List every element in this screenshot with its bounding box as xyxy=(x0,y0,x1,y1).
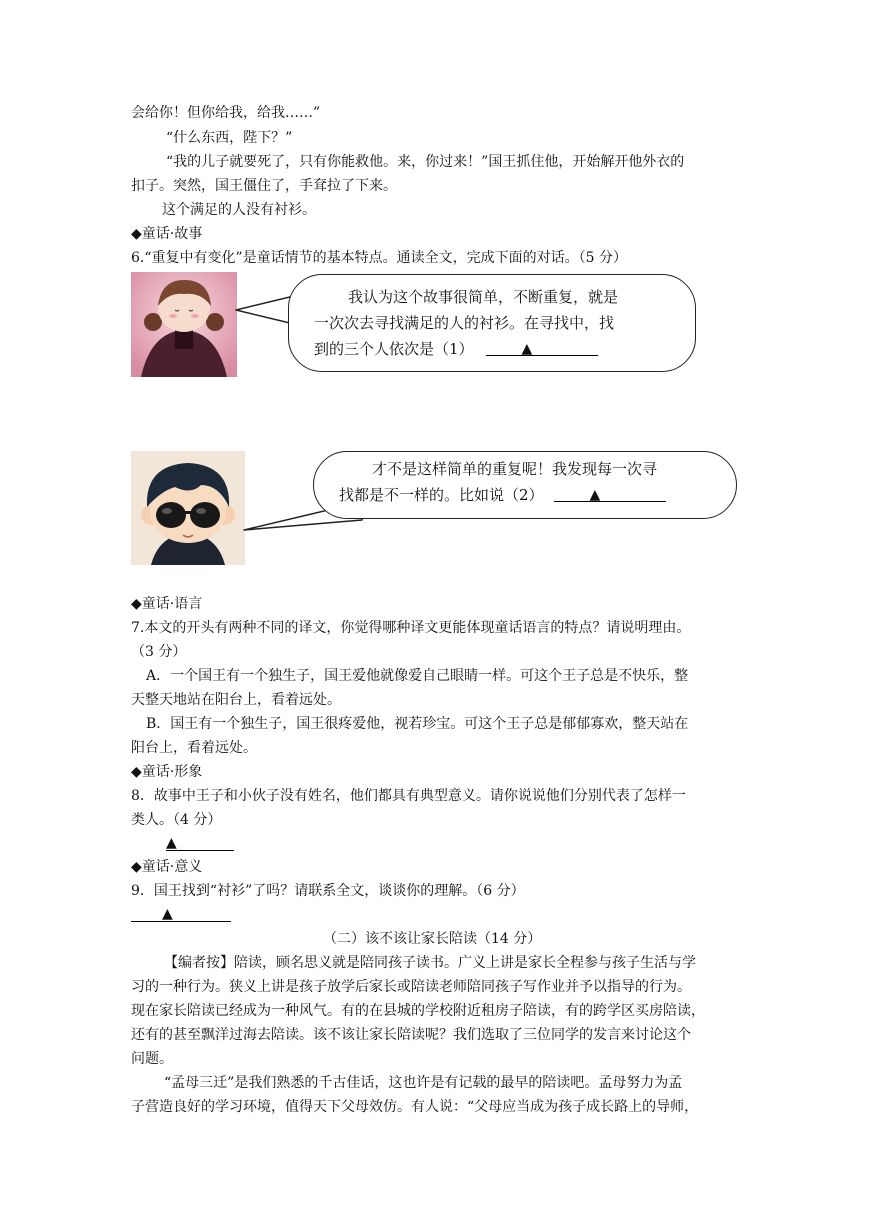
paragraph-line: 现在家长陪读已经成为一种风气。有的在县城的学校附近租房子陪读，有的跨学区买房陪读， xyxy=(131,1003,705,1019)
bubble-text-prefix: 找都是不一样的。比如说（2） xyxy=(339,486,544,504)
answer-blank-9[interactable] xyxy=(131,905,231,922)
story-line: “我的儿子就要死了，只有你能救他。来，你过来！”国王抓住他，开始解开他外衣的 xyxy=(166,154,685,170)
boy-avatar xyxy=(131,451,245,565)
question-8-prompt: 类人。（4 分） xyxy=(131,812,222,828)
bubble-text xyxy=(314,338,598,360)
answer-line xyxy=(166,834,234,855)
paragraph-line: 习的一种行为。狭义上讲是孩子放学后家长或陪读老师陪同孩子写作业并予以指导的行为。 xyxy=(131,979,691,995)
speech-tail xyxy=(236,290,296,330)
girl-speech-bubble xyxy=(288,274,696,372)
bubble-text: 才不是这样简单的重复呢！我发现每一次寻 xyxy=(372,460,658,478)
triangle-marker: ▲ xyxy=(162,906,173,922)
story-line: 这个满足的人没有衬衫。 xyxy=(162,202,316,218)
answer-line xyxy=(131,905,231,926)
bubble-text-prefix: 到的三个人依次是（1） xyxy=(314,340,474,358)
paragraph-line: “孟母三迁”是我们熟悉的千古佳话，这也许是有记载的最早的陪读吧。孟母努力为孟 xyxy=(164,1075,683,1091)
bubble-text: 我认为这个故事很简单，不断重复，就是 xyxy=(348,288,619,306)
section-heading: ◆童话·故事 xyxy=(131,226,203,242)
option-b: 阳台上，看着远处。 xyxy=(131,740,257,756)
question-9-prompt: 9．国王找到“衬衫”了吗？请联系全文，谈谈你的理解。（6 分） xyxy=(131,883,525,899)
answer-blank-1[interactable] xyxy=(486,339,598,356)
section-heading: ◆童话·语言 xyxy=(131,596,203,612)
triangle-marker: ▲ xyxy=(589,487,601,503)
section-heading: ◆童话·形象 xyxy=(131,764,203,780)
section-heading: ◆童话·意义 xyxy=(131,859,203,875)
question-6-prompt: 6.“重复中有变化”是童话情节的基本特点。通读全文，完成下面的对话。（5 分） xyxy=(131,250,628,266)
part-title: （二）该不该让家长陪读（14 分） xyxy=(323,931,542,947)
girl-avatar xyxy=(131,272,237,377)
bubble-text xyxy=(339,484,666,506)
story-line: 扣子。突然，国王僵住了，手耷拉了下来。 xyxy=(131,178,397,194)
question-7-prompt: 7.本文的开头有两种不同的译文，你觉得哪种译文更能体现童话语言的特点？请说明理由。 xyxy=(131,620,691,636)
bubble-text: 一次次去寻找满足的人的衬衫。在寻找中，找 xyxy=(314,314,615,332)
answer-blank-8[interactable] xyxy=(166,834,234,851)
story-line: 会给你！但你给我，给我……” xyxy=(131,105,321,121)
triangle-marker: ▲ xyxy=(166,835,177,851)
paragraph-line: 【编者按】陪读，顾名思义就是陪同孩子读书。广义上讲是家长全程参与孩子生活与学 xyxy=(164,955,696,971)
triangle-marker: ▲ xyxy=(521,341,533,357)
boy-speech-bubble xyxy=(313,451,737,519)
question-8-prompt: 8．故事中王子和小伙子没有姓名，他们都具有典型意义。请你说说他们分别代表了怎样一 xyxy=(131,788,686,804)
answer-blank-2[interactable] xyxy=(554,485,666,502)
option-a: 天整天地站在阳台上，看着远处。 xyxy=(131,692,341,708)
paragraph-line: 问题。 xyxy=(131,1051,173,1067)
paragraph-line: 还有的甚至飘洋过海去陪读。该不该让家长陪读呢？我们选取了三位同学的发言来讨论这个 xyxy=(131,1027,691,1043)
story-line: “什么东西，陛下？” xyxy=(166,130,293,146)
option-a: A．一个国王有一个独生子，国王爱他就像爱自己眼睛一样。可这个王子总是不快乐，整 xyxy=(146,668,689,684)
question-7-prompt: （3 分） xyxy=(131,644,187,660)
option-b: B．国王有一个独生子，国王很疼爱他，视若珍宝。可这个王子总是郁郁寡欢，整天站在 xyxy=(146,716,689,732)
paragraph-line: 子营造良好的学习环境，值得天下父母效仿。有人说：“父母应当成为孩子成长路上的导师， xyxy=(131,1099,699,1115)
